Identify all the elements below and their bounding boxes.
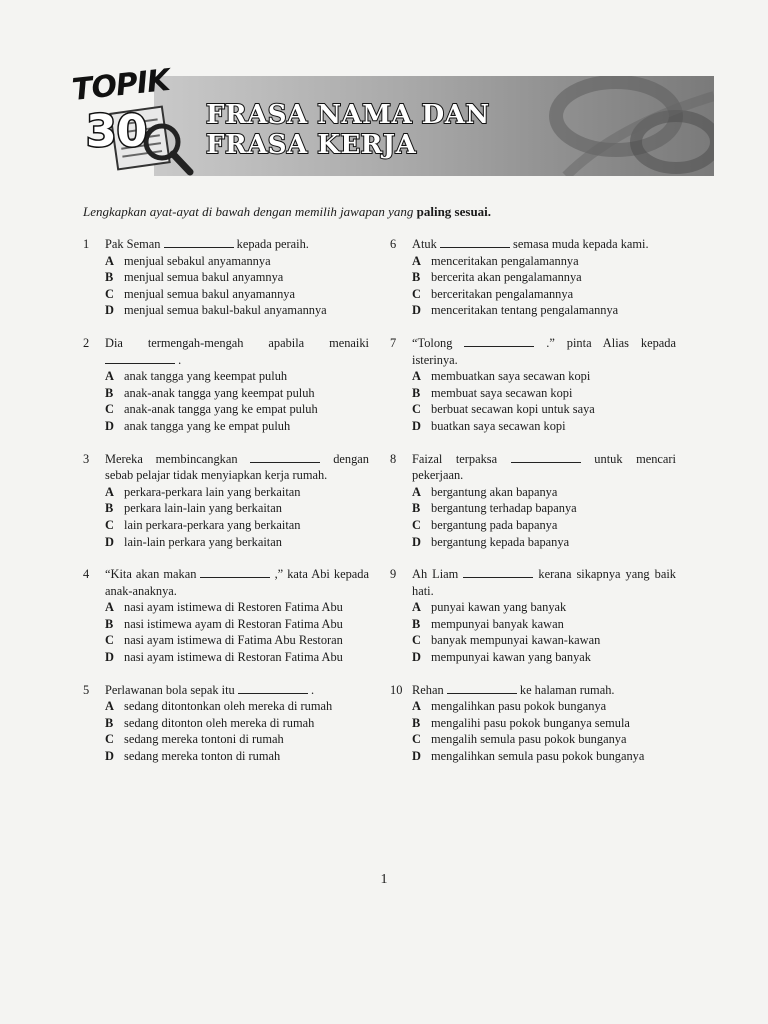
answer-option[interactable] (83, 484, 369, 501)
option-text: nasi ayam istimewa di Fatima Abu Restoran (124, 633, 343, 648)
option-letter: C (105, 286, 114, 301)
answer-option[interactable] (390, 715, 676, 732)
question-stem (390, 335, 676, 368)
option-text: perkara-perkara lain yang berkaitan (124, 484, 301, 499)
answer-option[interactable] (390, 748, 676, 765)
option-letter: D (105, 749, 114, 764)
answer-option[interactable] (390, 269, 676, 286)
left-column (83, 236, 369, 781)
option-text: punyai kawan yang banyak (431, 600, 567, 615)
option-letter: D (105, 418, 114, 433)
option-text: bergantung kepada bapanya (431, 534, 570, 549)
option-letter: A (412, 484, 421, 499)
option-letter: D (412, 303, 421, 318)
option-text: mengalih semula pasu pokok bunganya (431, 732, 627, 747)
answer-option[interactable] (390, 302, 676, 319)
option-text: menjual sebakul anyamannya (124, 253, 271, 268)
option-letter: B (412, 385, 421, 400)
option-letter: B (105, 385, 114, 400)
answer-blank (238, 683, 308, 694)
question-text (412, 236, 676, 253)
option-letter: A (105, 253, 114, 268)
option-text: nasi ayam istimewa di Restoran Fatima Abu (124, 650, 343, 665)
question-number: 10 (390, 682, 403, 697)
option-text: banyak mempunyai kawan-kawan (431, 633, 601, 648)
question-text (412, 335, 676, 368)
option-text: lain perkara-perkara yang berkaitan (124, 517, 301, 532)
question-text-after: untuk mencari pekerjaan. (412, 451, 676, 483)
option-text: sedang mereka tonton di rumah (124, 749, 281, 764)
option-letter: C (412, 517, 421, 532)
option-letter: C (105, 633, 114, 648)
question-text-after: kerana sikapnya yang baik hati. (412, 567, 676, 598)
option-letter: B (105, 501, 114, 516)
option-letter: D (105, 650, 114, 665)
question-text (105, 236, 369, 253)
question-stem (390, 682, 676, 699)
option-letter: A (412, 699, 421, 714)
option-letter: C (105, 732, 114, 747)
option-letter: A (105, 600, 114, 615)
option-text: mempunyai banyak kawan (431, 616, 564, 631)
answer-option[interactable] (83, 517, 369, 534)
question-number: 2 (83, 335, 90, 350)
answer-option[interactable] (83, 418, 369, 435)
question-item (83, 335, 369, 435)
answer-option[interactable] (83, 253, 369, 270)
answer-option[interactable] (83, 715, 369, 732)
question-text-before: Rehan (412, 682, 444, 697)
question-stem (83, 236, 369, 253)
option-letter: D (412, 418, 421, 433)
question-item (83, 566, 369, 666)
question-text-after: kepada peraih. (236, 237, 309, 251)
question-stem (83, 682, 369, 699)
instruction-bold: paling sesuai. (416, 204, 492, 219)
option-text: berceritakan pengalamannya (431, 286, 574, 301)
question-text-after: dengan sebab pelajar tidak menyiapkan kerja rumah. (105, 451, 369, 483)
option-text: mengalihkan pasu pokok bunganya (431, 699, 607, 714)
answer-option[interactable] (83, 302, 369, 319)
answer-option[interactable] (83, 401, 369, 418)
question-number: 5 (83, 682, 90, 697)
answer-option[interactable] (390, 418, 676, 435)
question-text-before: “Kita akan makan (105, 567, 197, 582)
option-text: anak-anak tangga yang keempat puluh (124, 385, 315, 400)
answer-blank (511, 452, 581, 463)
question-stem (83, 566, 369, 599)
question-item (83, 451, 369, 551)
option-letter: D (412, 749, 421, 764)
question-stem (83, 451, 369, 484)
answer-option[interactable] (390, 385, 676, 402)
answer-option[interactable] (390, 599, 676, 616)
option-letter: A (412, 369, 421, 384)
question-text-after: semasa muda kepada kami. (513, 237, 649, 251)
option-letter: C (105, 402, 114, 417)
option-text: bergantung akan bapanya (431, 484, 558, 499)
answer-option[interactable] (83, 534, 369, 551)
option-letter: B (412, 715, 421, 730)
instruction (83, 204, 491, 220)
option-text: anak tangga yang keempat puluh (124, 369, 288, 384)
option-letter: B (105, 616, 114, 631)
option-letter: B (412, 616, 421, 631)
question-text (105, 682, 369, 699)
answer-option[interactable] (83, 286, 369, 303)
option-text: anak-anak tangga yang ke empat puluh (124, 402, 318, 417)
answer-option[interactable] (390, 632, 676, 649)
answer-option[interactable] (390, 500, 676, 517)
question-stem (390, 566, 676, 599)
question-text (105, 451, 369, 484)
option-letter: C (412, 732, 421, 747)
question-text-after: ,” kata Abi kepada anak-anaknya. (105, 567, 369, 598)
option-text: menceritakan tentang pengalamannya (431, 303, 619, 318)
option-letter: A (412, 253, 421, 268)
question-number: 4 (83, 567, 90, 582)
answer-blank (105, 353, 175, 364)
question-item (83, 682, 369, 765)
answer-option[interactable] (83, 599, 369, 616)
option-text: membuatkan saya secawan kopi (431, 369, 591, 384)
question-item (390, 236, 676, 319)
option-text: bercerita akan pengalamannya (431, 270, 582, 285)
right-column (390, 236, 676, 781)
option-letter: A (105, 369, 114, 384)
option-letter: C (412, 402, 421, 417)
question-text-before: Ah Liam (412, 567, 459, 582)
option-letter: A (412, 600, 421, 615)
answer-blank (447, 683, 517, 694)
question-stem (83, 335, 369, 368)
question-text-after: . (310, 682, 315, 697)
option-text: mengalihkan semula pasu pokok bunganya (431, 749, 645, 764)
question-text-after: . (178, 352, 182, 367)
answer-option[interactable] (83, 269, 369, 286)
answer-option[interactable] (83, 616, 369, 633)
question-number: 6 (390, 237, 397, 251)
answer-option[interactable] (390, 401, 676, 418)
option-text: membuat saya secawan kopi (431, 385, 573, 400)
answer-blank (464, 336, 534, 347)
question-text-before: Atuk (412, 237, 437, 251)
answer-option[interactable] (83, 368, 369, 385)
option-text: sedang mereka tontoni di rumah (124, 732, 284, 747)
answer-option[interactable] (390, 616, 676, 633)
option-text: sedang ditonton oleh mereka di rumah (124, 715, 315, 730)
answer-option[interactable] (83, 698, 369, 715)
answer-blank (200, 567, 270, 578)
question-item (390, 566, 676, 666)
question-text-after: ke halaman rumah. (519, 682, 615, 697)
answer-option[interactable] (390, 649, 676, 666)
question-number: 3 (83, 451, 90, 466)
question-text-before: Pak Seman (105, 237, 161, 251)
answer-option[interactable] (83, 748, 369, 765)
instruction-italic: Lengkapkan ayat-ayat di bawah dengan memilih jawapan yang (83, 204, 414, 219)
answer-option[interactable] (390, 534, 676, 551)
question-item (390, 335, 676, 435)
question-text-after: .” pinta Alias kepada isterinya. (412, 335, 676, 367)
decorative-pattern-icon (486, 76, 714, 176)
topic-title-line1: FRASA NAMA DAN (206, 100, 490, 130)
topic-number: 30 (86, 106, 148, 157)
answer-option[interactable] (390, 731, 676, 748)
question-item (390, 682, 676, 765)
answer-option[interactable] (390, 484, 676, 501)
answer-option[interactable] (390, 517, 676, 534)
question-number: 7 (390, 335, 397, 350)
answer-option[interactable] (83, 385, 369, 402)
question-stem (390, 451, 676, 484)
option-text: mempunyai kawan yang banyak (431, 650, 591, 665)
option-letter: B (105, 715, 114, 730)
question-text (412, 566, 676, 599)
option-text: berbuat secawan kopi untuk saya (431, 402, 595, 417)
option-text: menjual semua bakul anyamnya (124, 270, 284, 285)
question-number: 1 (83, 237, 90, 251)
answer-option[interactable] (83, 632, 369, 649)
option-text: perkara lain-lain yang berkaitan (124, 501, 282, 516)
question-stem (390, 236, 676, 253)
option-text: anak tangga yang ke empat puluh (124, 418, 291, 433)
question-text (105, 566, 369, 599)
answer-option[interactable] (83, 649, 369, 666)
option-text: buatkan saya secawan kopi (431, 418, 566, 433)
option-letter: A (105, 699, 114, 714)
option-letter: D (105, 303, 114, 318)
option-text: bergantung pada bapanya (431, 517, 558, 532)
option-text: menjual semua bakul-bakul anyamannya (124, 303, 327, 318)
answer-blank (463, 567, 533, 578)
question-text (105, 335, 369, 368)
topik-label: TOPIK (70, 63, 171, 108)
answer-blank (250, 452, 320, 463)
option-letter: D (412, 534, 421, 549)
topic-title (206, 100, 490, 160)
option-letter: B (412, 270, 421, 285)
page-number: 1 (380, 872, 388, 887)
option-letter: D (105, 534, 114, 549)
option-letter: B (105, 270, 114, 285)
question-text (412, 451, 676, 484)
answer-option[interactable] (83, 731, 369, 748)
question-text-before: Mereka membincangkan (105, 451, 238, 466)
answer-blank (440, 237, 510, 248)
option-letter: C (412, 633, 421, 648)
question-item (83, 236, 369, 319)
option-letter: B (412, 501, 421, 516)
option-text: mengalihi pasu pokok bunganya semula (431, 715, 630, 730)
answer-option[interactable] (390, 368, 676, 385)
question-number: 8 (390, 451, 397, 466)
option-letter: C (412, 286, 421, 301)
answer-option[interactable] (83, 500, 369, 517)
option-text: bergantung terhadap bapanya (431, 501, 577, 516)
option-letter: D (412, 650, 421, 665)
option-text: sedang ditontonkan oleh mereka di rumah (124, 699, 333, 714)
answer-option[interactable] (390, 286, 676, 303)
question-text (412, 682, 676, 699)
answer-option[interactable] (390, 698, 676, 715)
question-text-before: Perlawanan bola sepak itu (105, 682, 235, 697)
question-item (390, 451, 676, 551)
option-letter: A (105, 484, 114, 499)
topic-title-line2: FRASA KERJA (206, 130, 417, 160)
option-text: nasi istimewa ayam di Restoran Fatima Abu (124, 616, 343, 631)
option-text: menceritakan pengalamannya (431, 253, 579, 268)
answer-option[interactable] (390, 253, 676, 270)
question-text-before: Faizal terpaksa (412, 451, 498, 466)
option-text: lain-lain perkara yang berkaitan (124, 534, 282, 549)
option-text: menjual semua bakul anyamannya (124, 286, 296, 301)
question-number: 9 (390, 567, 397, 582)
topic-banner (66, 62, 714, 182)
option-text: nasi ayam istimewa di Restoren Fatima Abu (124, 600, 343, 615)
option-letter: C (105, 517, 114, 532)
answer-blank (164, 237, 234, 248)
question-text-before: Dia termengah-mengah apabila menaiki (105, 335, 369, 350)
question-text-before: “Tolong (412, 335, 453, 350)
